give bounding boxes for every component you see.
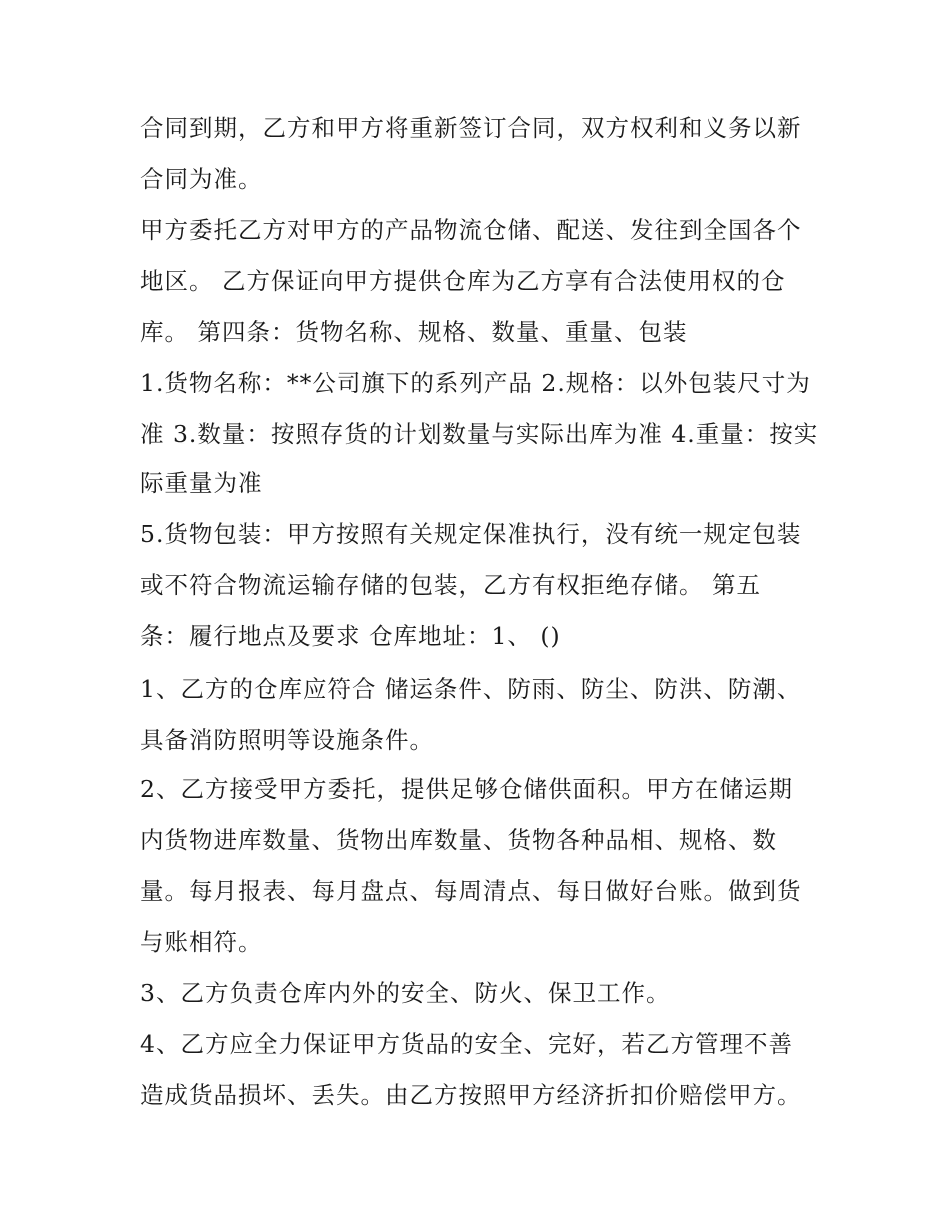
text-line: 或不符合物流运输存储的包装，乙方有权拒绝存储。 第五 bbox=[140, 571, 761, 599]
text-line: 1、乙方的仓库应符合 储运条件、防雨、防尘、防洪、防潮、 bbox=[140, 675, 802, 703]
text-line: 准 3.数量：按照存货的计划数量与实际出库为准 4.重量：按实 bbox=[140, 420, 819, 448]
text-line: 内货物进库数量、货物出库数量、货物各种品相、规格、数 bbox=[140, 826, 777, 854]
text-line: 1.货物名称：**公司旗下的系列产品 2.规格：以外包装尺寸为 bbox=[140, 369, 811, 397]
text-line: 合同到期，乙方和甲方将重新签订合同，双方权利和义务以新 bbox=[140, 114, 802, 142]
text-line: 与账相符。 bbox=[140, 928, 263, 956]
text-line: 库。 第四条：货物名称、规格、数量、重量、包装 bbox=[140, 318, 688, 346]
text-line: 5.货物包装：甲方按照有关规定保准执行，没有统一规定包装 bbox=[140, 520, 802, 548]
text-line: 地区。 乙方保证向甲方提供仓库为乙方享有合法使用权的仓 bbox=[140, 267, 786, 295]
text-line: 2、乙方接受甲方委托，提供足够仓储供面积。甲方在储运期 bbox=[140, 775, 793, 803]
text-line: 4、乙方应全力保证甲方货品的安全、完好，若乙方管理不善 bbox=[140, 1030, 793, 1058]
text-line: 际重量为准 bbox=[140, 469, 263, 497]
text-line: 3、乙方负责仓库内外的安全、防火、保卫工作。 bbox=[140, 979, 671, 1007]
text-line: 造成货品损坏、丢失。由乙方按照甲方经济折扣价赔偿甲方。 bbox=[140, 1081, 802, 1109]
text-line: 量。每月报表、每月盘点、每周清点、每日做好台账。做到货 bbox=[140, 877, 802, 905]
text-line: 甲方委托乙方对甲方的产品物流仓储、配送、发往到全国各个 bbox=[140, 216, 802, 244]
text-line: 具备消防照明等设施条件。 bbox=[140, 726, 434, 754]
text-line: 合同为准。 bbox=[140, 165, 263, 193]
text-line: 条：履行地点及要求 仓库地址：1、 () bbox=[140, 622, 561, 650]
